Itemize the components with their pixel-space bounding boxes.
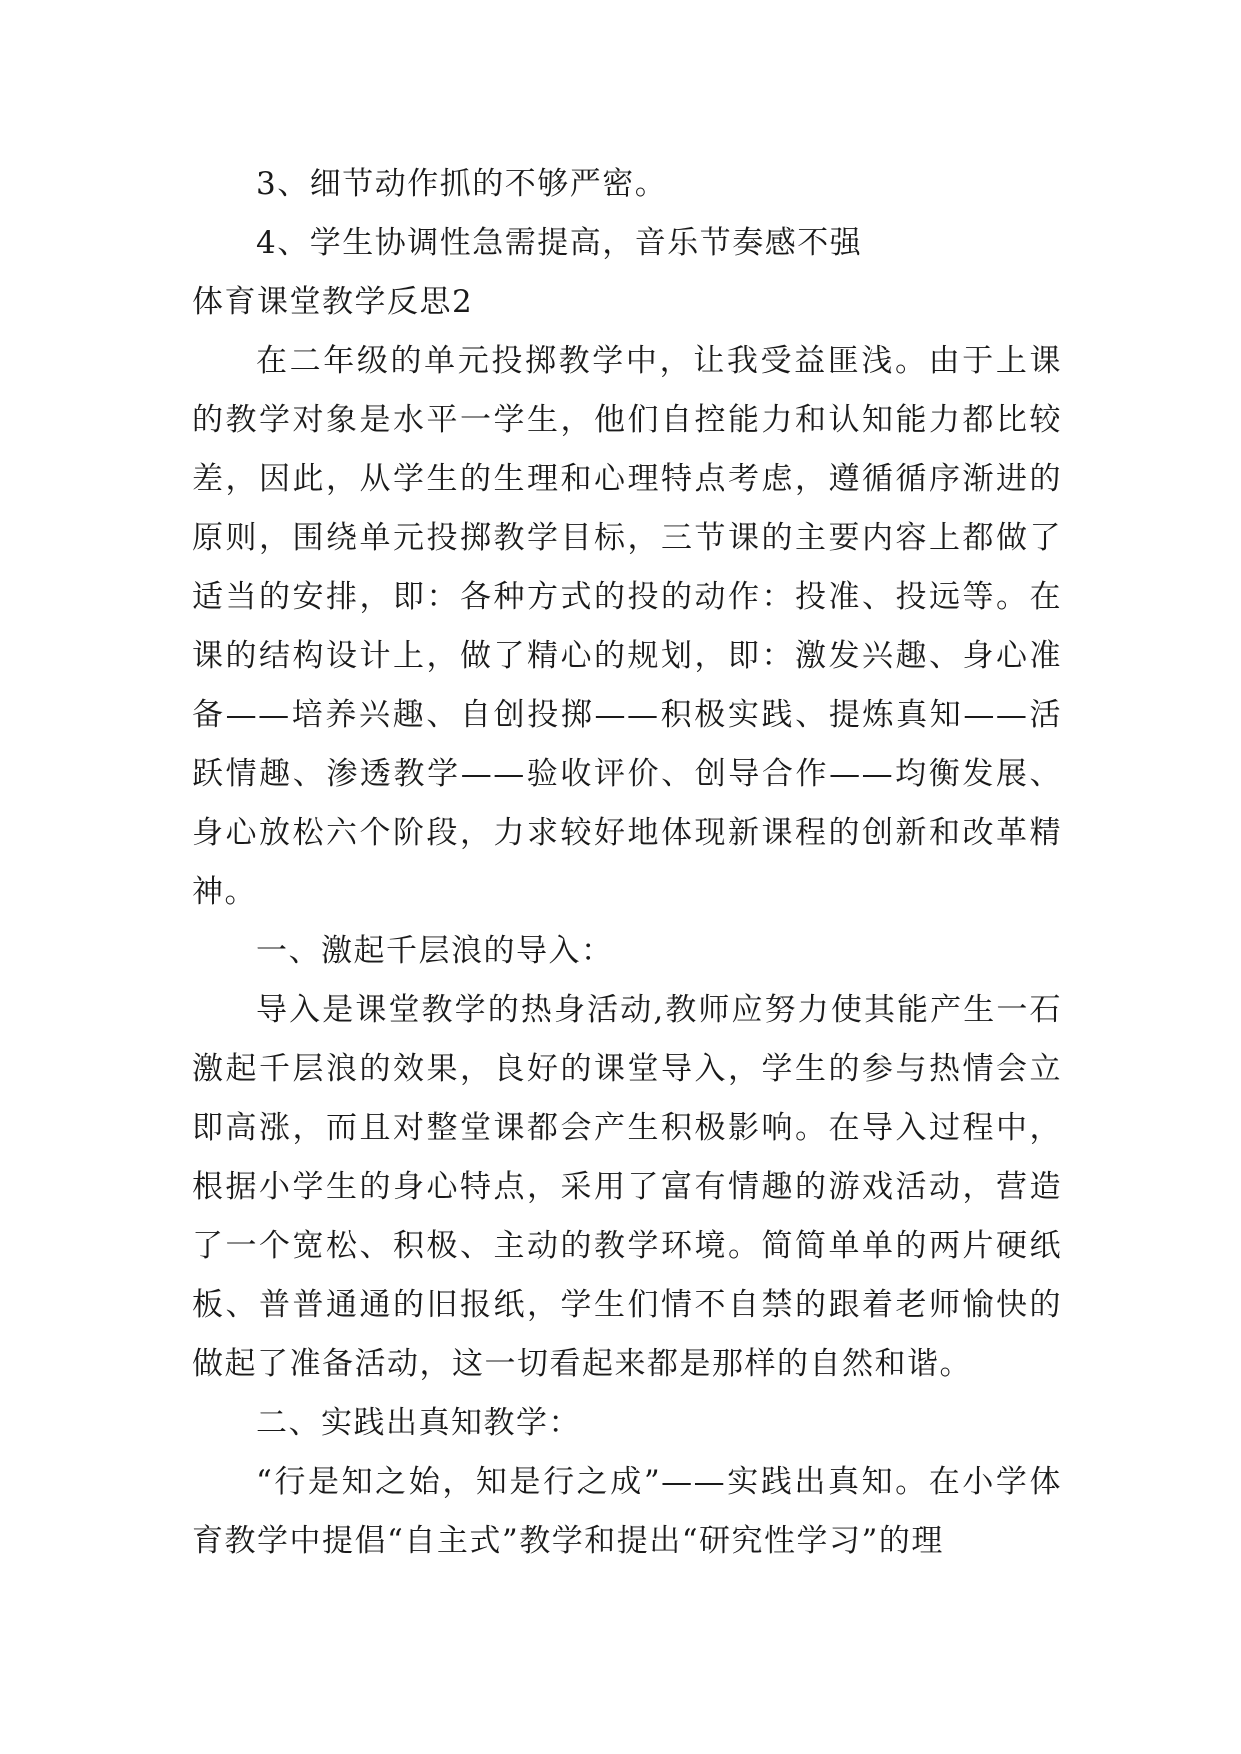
- paragraph-point-4: 4、学生协调性急需提高，音乐节奏感不强: [256, 225, 863, 261]
- heading-section-1: 一、激起千层浪的导入：: [256, 933, 614, 969]
- heading-section-2: 二、实践出真知教学：: [256, 1405, 581, 1441]
- paragraph-section-2: “行是知之始，知是行之成”——实践出真知。在小学体育教学中提倡“自主式”教学和提出“研究性学习”的理: [192, 1464, 1062, 1559]
- paragraph-intro: 在二年级的单元投掷教学中，让我受益匪浅。由于上课的教学对象是水平一学生，他们自控能力和认知能力都比较差，因此，从学生的生理和心理特点考虑，遵循循序渐进的原则，围绕单元投掷教学目标，三节课的主要内容上都做了适当的安排，即：各种方式的投的动作：投准、投远等。在课的结构设计上，做了精心的规划，即：激发兴趣、身心准备——培养兴趣、自创投掷——积极实践、提炼真知——活跃情趣、渗透教学——验收评价、创导合作——均衡发展、身心放松六个阶段，力求较好地体现新课程的创新和改革精神。: [192, 343, 1062, 910]
- document-body: [192, 155, 1062, 1571]
- paragraph-section-1: 导入是课堂教学的热身活动,教师应努力使其能产生一石激起千层浪的效果，良好的课堂导入，学生的参与热情会立即高涨，而且对整堂课都会产生积极影响。在导入过程中，根据小学生的身心特点，采用了富有情趣的游戏活动，营造了一个宽松、积极、主动的教学环境。简简单单的两片硬纸板、普普通通的旧报纸，学生们情不自禁的跟着老师愉快的做起了准备活动，这一切看起来都是那样的自然和谐。: [192, 992, 1062, 1382]
- section-title: 体育课堂教学反思2: [192, 284, 474, 320]
- paragraph-point-3: 3、细节动作抓的不够严密。: [256, 166, 668, 202]
